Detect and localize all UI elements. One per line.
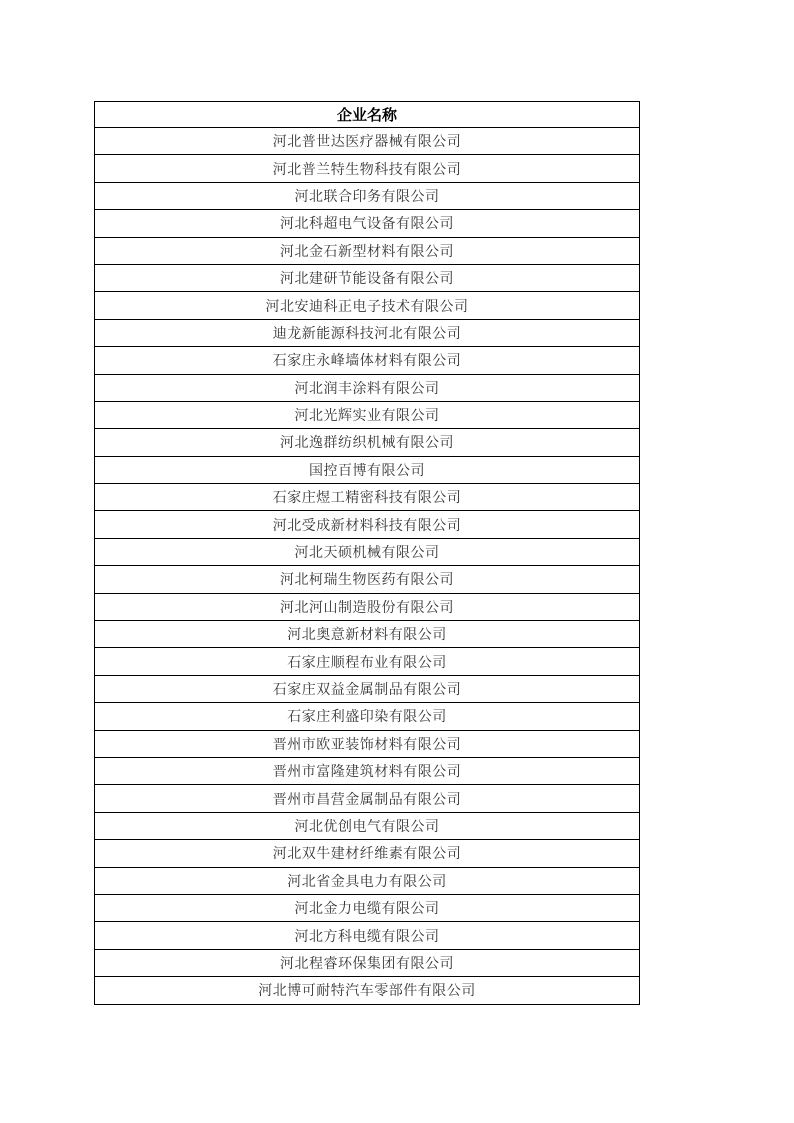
table-row: [95, 401, 640, 428]
company-name-cell: 河北逸群纺织机械有限公司: [95, 429, 640, 456]
company-table: [94, 101, 640, 1005]
company-table-head: [95, 102, 640, 128]
table-row: [95, 621, 640, 648]
table-row: [95, 840, 640, 867]
company-name-cell: 河北建研节能设备有限公司: [95, 264, 640, 291]
table-row: [95, 182, 640, 209]
table-row: [95, 484, 640, 511]
table-row: [95, 456, 640, 483]
company-name-cell: 河北普世达医疗器械有限公司: [95, 128, 640, 155]
company-name-cell: 河北金石新型材料有限公司: [95, 237, 640, 264]
table-row: [95, 757, 640, 784]
company-name-cell: 河北河山制造股份有限公司: [95, 593, 640, 620]
table-row: [95, 675, 640, 702]
table-row: [95, 785, 640, 812]
table-row: [95, 922, 640, 949]
company-name-cell: 国控百博有限公司: [95, 456, 640, 483]
company-name-cell: 河北联合印务有限公司: [95, 182, 640, 209]
table-row: [95, 730, 640, 757]
company-name-cell: 河北科超电气设备有限公司: [95, 210, 640, 237]
company-name-cell: 河北省金具电力有限公司: [95, 867, 640, 894]
company-name-cell: 晋州市欧亚装饰材料有限公司: [95, 730, 640, 757]
company-name-cell: 河北普兰特生物科技有限公司: [95, 155, 640, 182]
company-name-cell: 河北优创电气有限公司: [95, 812, 640, 839]
table-row: [95, 977, 640, 1004]
table-row: [95, 648, 640, 675]
company-name-cell: 晋州市富隆建筑材料有限公司: [95, 757, 640, 784]
company-table-body: [95, 128, 640, 1005]
table-row: [95, 374, 640, 401]
company-name-cell: 石家庄顺程布业有限公司: [95, 648, 640, 675]
company-name-cell: 河北光辉实业有限公司: [95, 401, 640, 428]
header-row: [95, 102, 640, 128]
table-row: [95, 812, 640, 839]
table-row: [95, 867, 640, 894]
company-name-cell: 河北金力电缆有限公司: [95, 894, 640, 921]
company-name-cell: 河北受成新材料科技有限公司: [95, 511, 640, 538]
table-row: [95, 210, 640, 237]
table-row: [95, 894, 640, 921]
company-name-cell: 河北天硕机械有限公司: [95, 538, 640, 565]
company-name-cell: 石家庄利盛印染有限公司: [95, 703, 640, 730]
table-row: [95, 566, 640, 593]
company-name-cell: 石家庄煜工精密科技有限公司: [95, 484, 640, 511]
company-name-cell: 迪龙新能源科技河北有限公司: [95, 319, 640, 346]
table-row: [95, 593, 640, 620]
company-name-cell: 河北柯瑞生物医药有限公司: [95, 566, 640, 593]
company-name-cell: 河北奥意新材料有限公司: [95, 621, 640, 648]
table-row: [95, 292, 640, 319]
table-row: [95, 155, 640, 182]
column-header-company-name: 企业名称: [95, 102, 640, 128]
table-row: [95, 703, 640, 730]
company-name-cell: 河北润丰涂料有限公司: [95, 374, 640, 401]
company-name-cell: 晋州市昌营金属制品有限公司: [95, 785, 640, 812]
table-row: [95, 511, 640, 538]
table-row: [95, 128, 640, 155]
company-name-cell: 河北方科电缆有限公司: [95, 922, 640, 949]
table-row: [95, 319, 640, 346]
company-name-cell: 河北博可耐特汽车零部件有限公司: [95, 977, 640, 1004]
table-row: [95, 429, 640, 456]
table-row: [95, 949, 640, 976]
company-name-cell: 河北安迪科正电子技术有限公司: [95, 292, 640, 319]
table-row: [95, 237, 640, 264]
company-name-cell: 石家庄永峰墙体材料有限公司: [95, 347, 640, 374]
company-name-cell: 石家庄双益金属制品有限公司: [95, 675, 640, 702]
company-name-cell: 河北双牛建材纤维素有限公司: [95, 840, 640, 867]
table-row: [95, 538, 640, 565]
table-row: [95, 347, 640, 374]
company-name-cell: 河北程睿环保集团有限公司: [95, 949, 640, 976]
table-row: [95, 264, 640, 291]
